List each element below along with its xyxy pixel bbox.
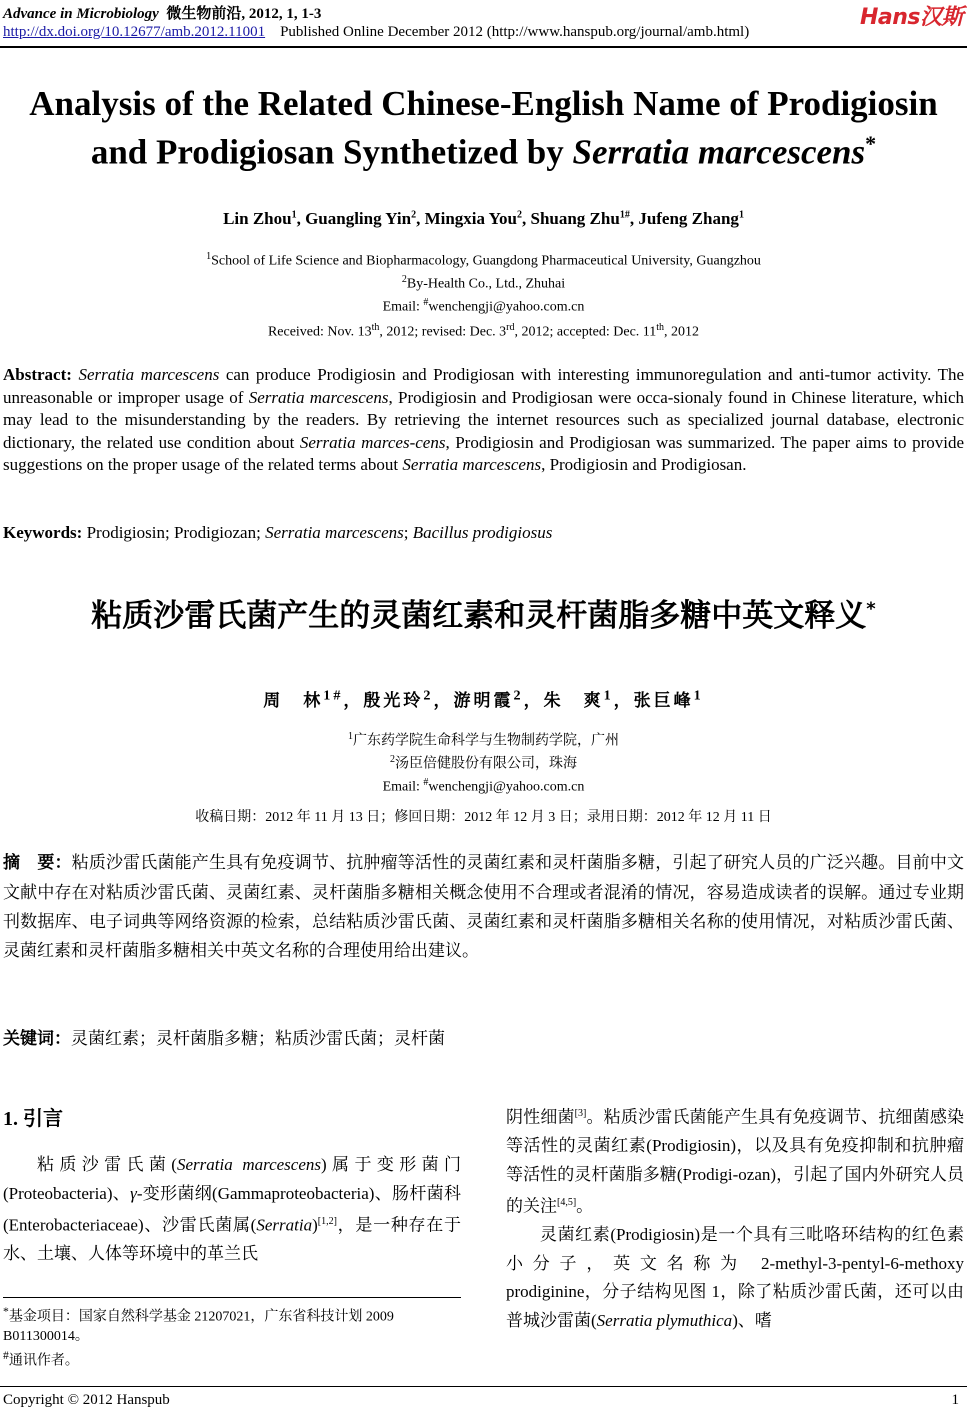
keywords-en: Keywords: Prodigiosin; Prodigiozan; Serratia marcescens; Bacillus prodigiosus	[3, 523, 553, 542]
right-column-text: 阴性细菌[3]。粘质沙雷氏菌能产生具有免疫调节、抗细菌感染等活性的灵菌红素(Prodigiosin)，以及具有免疫抑制和抗肿瘤等活性的灵杆菌脂多糖(Prodigi-ozan)，引起了国内外研究人员的关注[4,5]。 灵菌红素(Prodigiosin)是一个具有三吡咯环结构的红色素小分子，英文名称为 2-methyl-3-pentyl-6-methoxy prodiginine，分子结构见图 1，除了粘质沙雷氏菌，还可以由普城沙雷菌(Serratia plymuthica)、嗜	[506, 1107, 965, 1330]
footnotes: *基金项目：国家自然科学基金 21207021，广东省科技计划 2009 B011300014。 #通讯作者。	[3, 1305, 394, 1369]
english-authors: Lin Zhou$^1$, Guangling Yin$^2$, Mingxia You$^2$, Shuang Zhu$^{1\#}$, Jufeng Zhang$^1$	[223, 209, 744, 228]
chinese-title: 粘质沙雷氏菌产生的灵菌红素和灵杆菌脂多糖中英文释义*	[91, 598, 876, 634]
email-en[interactable]: wenchengji@yahoo.com.cn	[428, 299, 585, 315]
journal-name: Advance in Microbiology 微生物前沿, 2012, 1, 1-3	[3, 6, 322, 22]
hans-logo: Hans汉斯	[859, 5, 963, 30]
doi-link[interactable]: http://dx.doi.org/10.12677/amb.2012.11001	[3, 24, 266, 40]
chinese-authors: 周 林$^{1\#}$，殷光玲$^2$，游明霞$^2$，朱 爽$^1$，张巨峰$^1$	[263, 687, 704, 710]
page-number: 1	[951, 1392, 959, 1408]
header-divider	[0, 46, 967, 48]
abstract-en: Abstract: Serratia marcescens can produce Prodigiosin and Prodigiosan with interesting immunoregulation and anti-tumor activity. The unreasonable or improper usage of Serratia marcescens, Prodigiosin and Prodigiosan were occa-sionaly found in Chinese literature, which may lead to the misunderstanding by the readers. By retrieving the internet resources such as specialized journal database, electronic dictionary, the related use condition about Serratia marces-cens, Prodigiosin and Prodigiosan was summarized. The paper aims to provide suggestions on the proper usage of the related terms about Serratia marcescens, Prodigiosin and Prodigiosan.	[3, 365, 965, 474]
received-dates-cn: 收稿日期：2012 年 11 月 13 日；修回日期：2012 年 12 月 3 日；录用日期：2012 年 12 月 11 日	[195, 810, 772, 825]
section-heading: 1. 引言	[3, 1108, 63, 1130]
received-dates-en: Received: Nov. 13th, 2012; revised: Dec. 3rd, 2012; accepted: Dec. 11th, 2012	[267, 322, 700, 340]
footer-divider	[0, 1386, 967, 1387]
email-cn[interactable]: wenchengji@yahoo.com.cn	[428, 779, 585, 795]
english-title: Analysis of the Related Chinese-English Name of Prodigiosin and Prodigiosan Synthetized by Serratia marcescens*	[29, 84, 938, 172]
copyright: Copyright © 2012 Hanspub	[3, 1392, 170, 1408]
header-doi-line	[3, 24, 749, 41]
left-column-text: 粘质沙雷氏菌(Serratia marcescens)属于变形菌门(Proteobacteria)、γ-变形菌纲(Gammaproteobacteria)、肠杆菌科(Enterobacteriaceae)、沙雷氏菌属(Serratia)[1,2]，是一种存在于水、土壤、人体等环境中的革兰氏	[3, 1155, 461, 1264]
chinese-affiliations: $^1$广东药学院生命科学与生物制药学院，广州 $^2$汤臣倍健股份有限公司，珠海 Email: #wenchengji@yahoo.com.cn	[348, 731, 619, 795]
keywords-cn: 关键词：灵菌红素；灵杆菌脂多糖；粘质沙雷氏菌；灵杆菌	[3, 1029, 445, 1049]
abstract-cn: 摘 要：粘质沙雷氏菌能产生具有免疫调节、抗肿瘤等活性的灵菌红素和灵杆菌脂多糖，引起了研究人员的广泛兴趣。目前中文文献中存在对粘质沙雷氏菌、灵菌红素、灵杆菌脂多糖相关概念使用不合理或者混淆的情况，容易造成读者的误解。通过专业期刊数据库、电子词典等网络资源的检索，总结粘质沙雷氏菌、灵菌红素和灵杆菌脂多糖相关名称的使用情况，对粘质沙雷氏菌、灵菌红素和灵杆菌脂多糖相关中英文名称的合理使用给出建议。	[3, 853, 964, 960]
footnote-divider	[3, 1297, 461, 1298]
english-affiliations: $^1$School of Life Science and Biopharmacology, Guangdong Pharmaceutical University, Guangzhou $^2$By-Health Co., Ltd., Zhuhai Email: #wenchengji@yahoo.com.cn	[206, 251, 761, 315]
published-online: Published Online December 2012 (http://www.hanspub.org/journal/amb.html)	[280, 24, 750, 40]
